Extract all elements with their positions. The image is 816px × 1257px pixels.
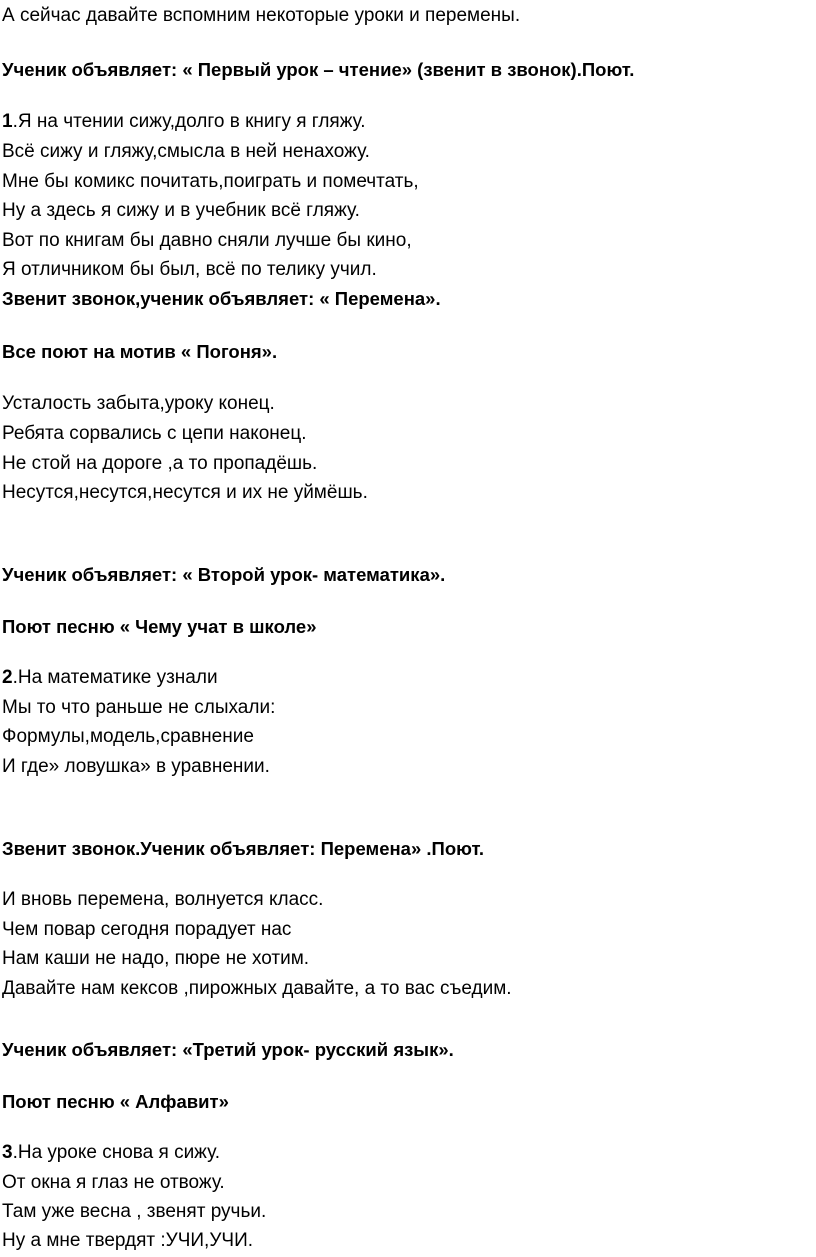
verse-number: 1 <box>2 111 13 132</box>
break2-verse-line: Нам каши не надо, пюре не хотим. <box>2 948 310 969</box>
break2-verse-line: И вновь перемена, волнуется класс. <box>2 889 324 910</box>
lesson2-announcement: Ученик объявляет: « Второй урок- математика». <box>2 564 446 585</box>
lesson1-verse-line: Всё сижу и гляжу,смысла в ней ненахожу. <box>2 141 370 162</box>
lesson1-verse-line: Мне бы комикс почитать,поиграть и помечтать, <box>2 171 419 192</box>
intro-line: А сейчас давайте вспомним некоторые уроки и перемены. <box>2 5 521 26</box>
break1-song-title: Все поют на мотив « Погоня». <box>2 341 278 362</box>
verse-number: 2 <box>2 667 13 688</box>
lesson1-verse-line: Вот по книгам бы давно сняли лучше бы кино, <box>2 230 412 251</box>
lesson1-verse-line <box>2 110 366 134</box>
lesson2-verse-line: И где» ловушка» в уравнении. <box>2 756 270 777</box>
lesson1-verse-line: Ну а здесь я сижу и в учебник всё гляжу. <box>2 200 360 221</box>
verse-text: .На уроке снова я сижу. <box>12 1142 220 1163</box>
break1-verse-line: Ребята сорвались с цепи наконец. <box>2 423 307 444</box>
break2-verse-line: Давайте нам кексов ,пирожных давайте, а то вас съедим. <box>2 978 512 999</box>
break1-verse-line: Усталость забыта,уроку конец. <box>2 393 275 414</box>
lesson3-verse-line: Там уже весна , звенят ручьи. <box>2 1201 267 1222</box>
lesson3-verse-line <box>2 1141 220 1165</box>
break1-announcement: Звенит звонок,ученик объявляет: « Перемена». <box>2 288 441 309</box>
lesson3-announcement: Ученик объявляет: «Третий урок- русский язык». <box>2 1039 454 1060</box>
lesson2-verse-line <box>2 666 218 690</box>
break1-verse-line: Несутся,несутся,несутся и их не уймёшь. <box>2 482 368 503</box>
lesson3-verse-line: От окна я глаз не отвожу. <box>2 1172 225 1193</box>
break2-announcement: Звенит звонок.Ученик объявляет: Перемена» .Поют. <box>2 838 485 859</box>
lesson2-verse-line: Мы то что раньше не слыхали: <box>2 697 276 718</box>
break2-verse-line: Чем повар сегодня порадует нас <box>2 919 292 940</box>
verse-text: .Я на чтении сижу,долго в книгу я гляжу. <box>12 111 366 132</box>
verse-number: 3 <box>2 1142 13 1163</box>
verse-text: .На математике узнали <box>12 667 218 688</box>
lesson2-song-title: Поют песню « Чему учат в школе» <box>2 616 317 637</box>
lesson3-song-title: Поют песню « Алфавит» <box>2 1091 229 1112</box>
lesson2-verse-line: Формулы,модель,сравнение <box>2 726 254 747</box>
lesson1-verse-line: Я отличником бы был, всё по телику учил. <box>2 259 377 280</box>
lesson3-verse-line: Ну а мне твердят :УЧИ,УЧИ. <box>2 1230 253 1251</box>
lesson1-announcement: Ученик объявляет: « Первый урок – чтение» (звенит в звонок).Поют. <box>2 59 635 80</box>
break1-verse-line: Не стой на дороге ,а то пропадёшь. <box>2 453 318 474</box>
